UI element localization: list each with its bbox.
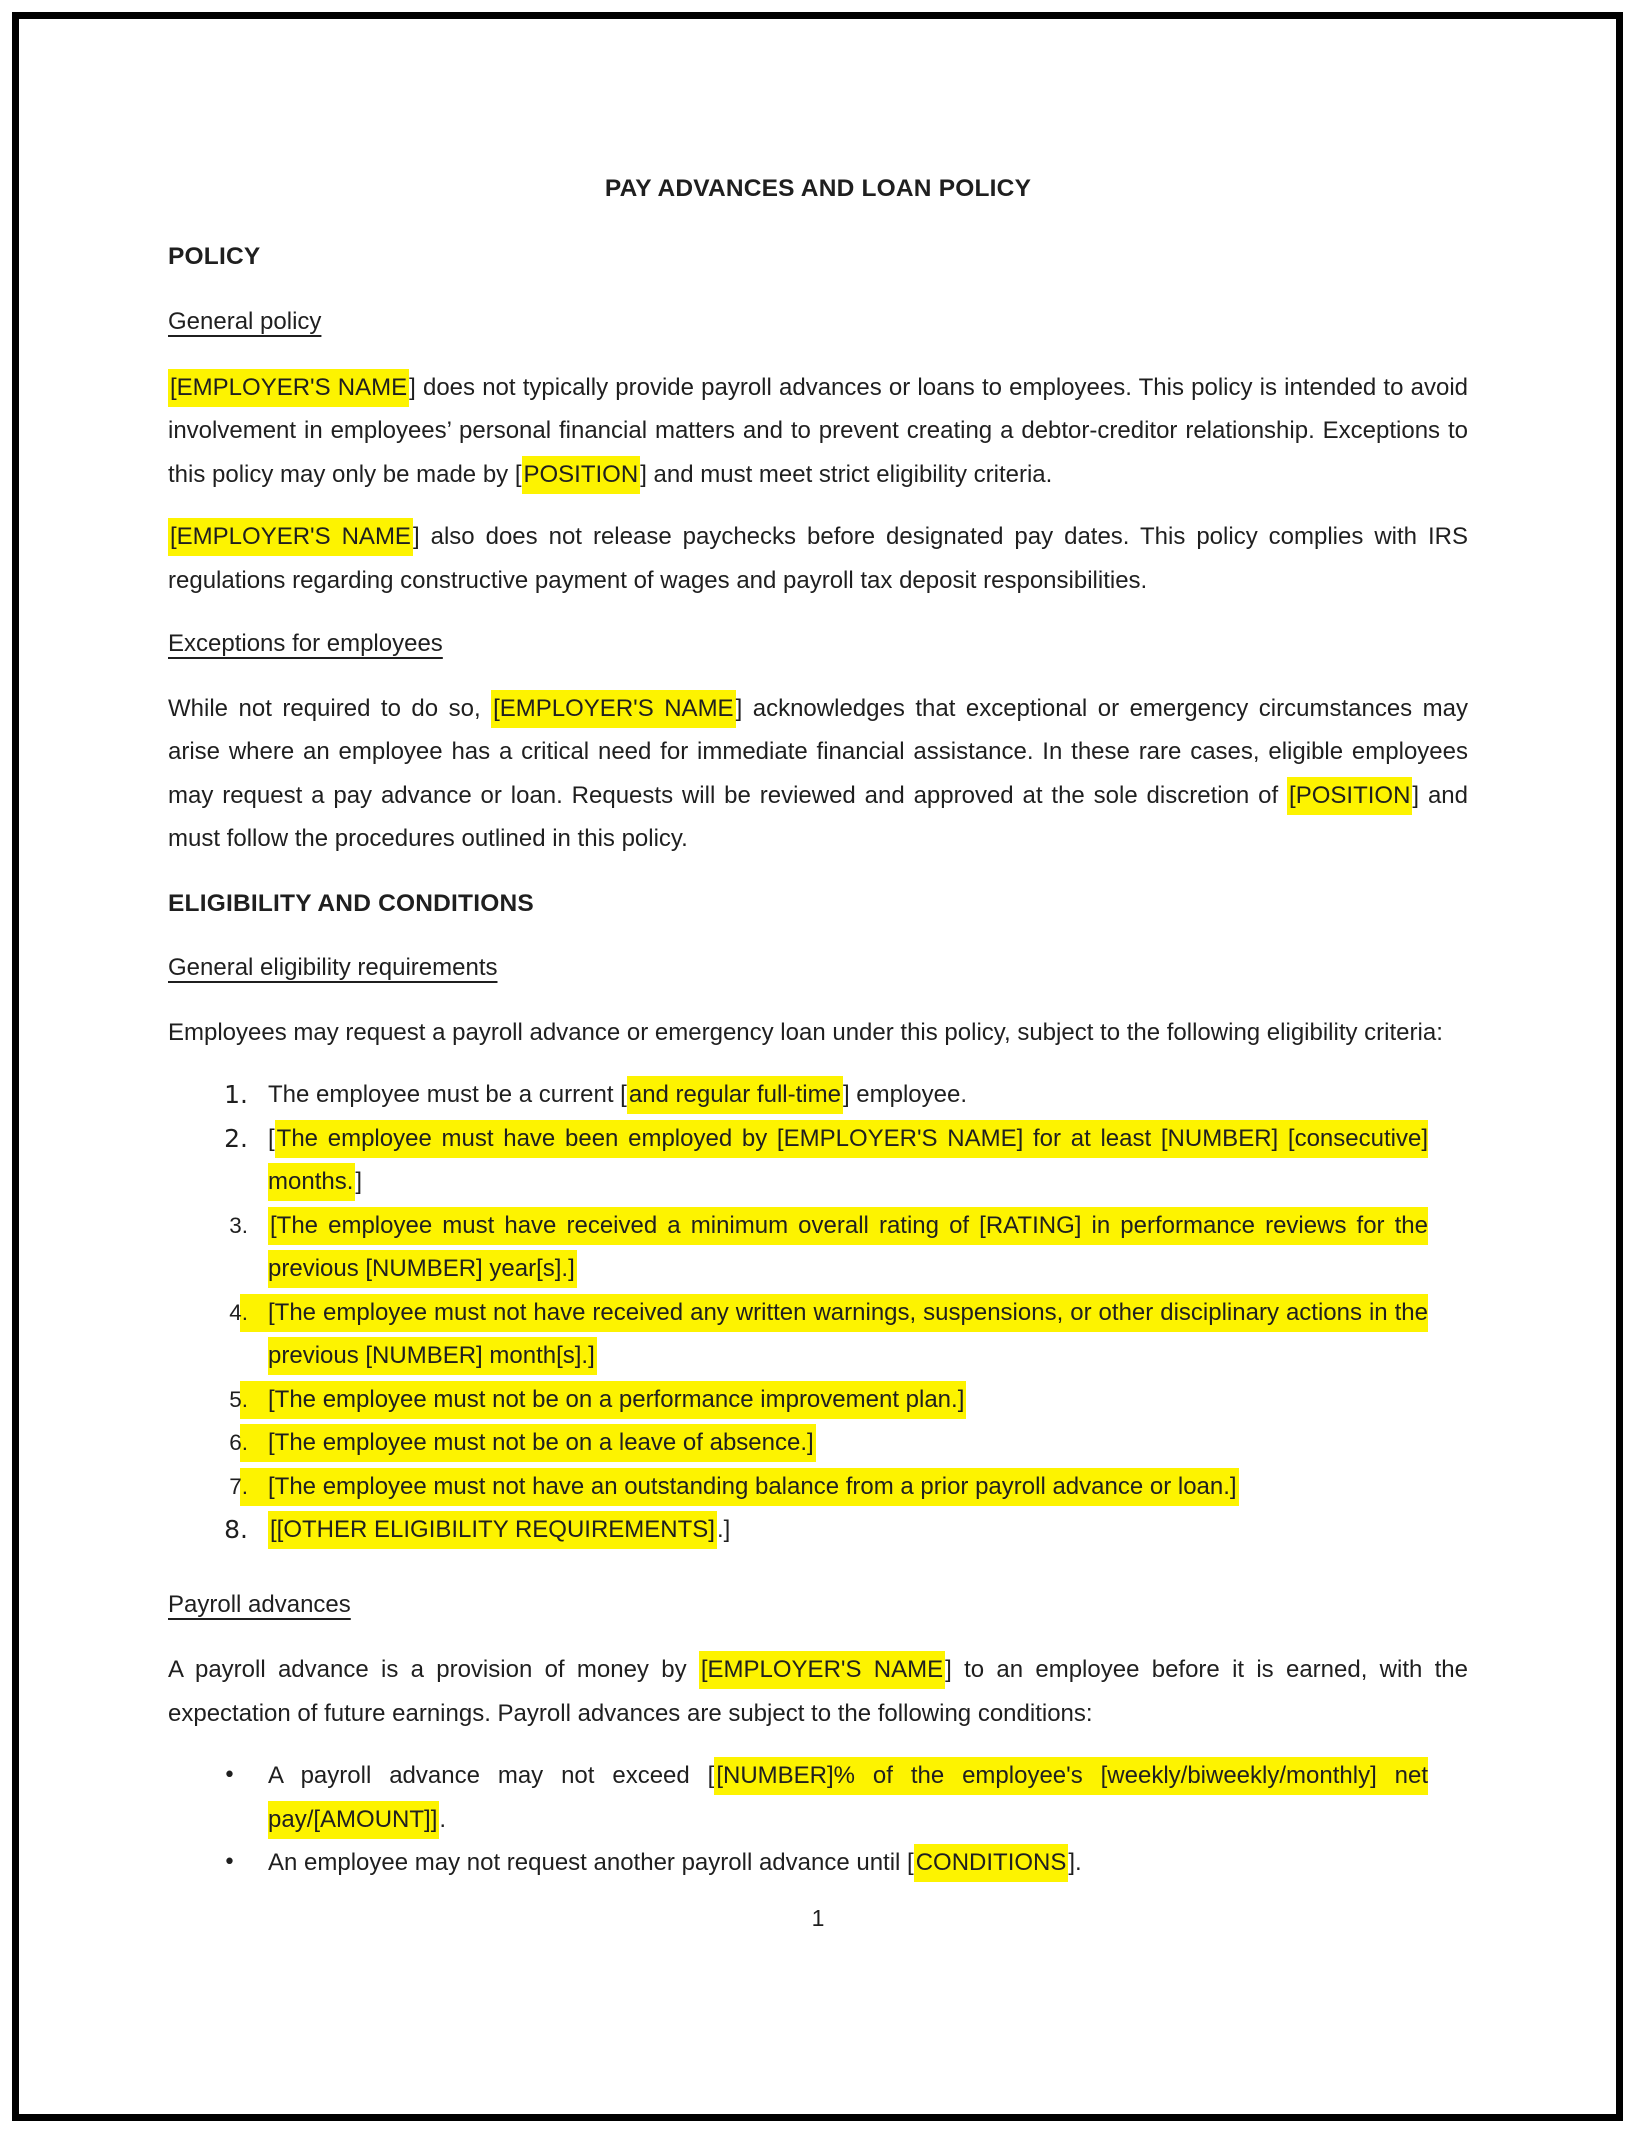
highlighted-run: [[OTHER ELIGIBILITY REQUIREMENTS] [268,1511,717,1549]
text-run: ] and must meet strict eligibility criteria. [640,460,1053,488]
list-item-text [268,1378,1428,1422]
paragraph-payroll-advances [168,1648,1468,1735]
highlighted-run: [The employee must have received a minimum overall rating of [RATING] in performance reviews for the previous [NUMBER] year[s].] [268,1207,1428,1289]
list-item-text [268,1117,1428,1204]
bullet-item-text [268,1754,1428,1841]
bullet-icon: • [223,1763,236,1788]
list-item-7 [168,1465,1468,1509]
list-marker: 2. [224,1123,248,1153]
list-marker: 6. [229,1430,248,1455]
highlighted-run: [The employee must not have received any written warnings, suspensions, or other disciplinary actions in the previous [NUMBER] month[s].] [240,1294,1428,1376]
list-item-5 [168,1378,1468,1422]
list-item-text [268,1508,1428,1552]
heading-general-eligibility: General eligibility requirements [168,954,498,981]
highlighted-run: [EMPLOYER'S NAME [168,369,409,407]
list-item-text [268,1421,1428,1465]
highlighted-run: [EMPLOYER'S NAME [168,518,413,556]
paragraph-general-policy-2 [168,515,1468,602]
highlighted-run: [The employee must not be on a leave of absence.] [240,1424,816,1462]
text-run: ] and must follow the procedures outlined in this policy. [168,781,1468,852]
list-item-6 [168,1421,1468,1465]
text-run: The employee must be a current [ [268,1081,627,1108]
highlighted-run: POSITION [522,456,641,494]
text-run: An employee may not request another payroll advance until [ [268,1849,914,1876]
highlighted-run: [EMPLOYER'S NAME [699,1651,945,1689]
list-item-8 [168,1508,1468,1552]
list-item-1 [168,1073,1468,1117]
bullet-item-text [268,1841,1428,1885]
numbered-list [168,1073,1468,1552]
list-marker: 7. [229,1473,248,1499]
paragraph-general-policy-1 [168,366,1468,497]
text-run: ] [355,1168,363,1195]
list-marker: 4. [229,1299,248,1325]
list-item-2 [168,1117,1468,1204]
list-item-text [268,1291,1428,1378]
highlighted-run: [EMPLOYER'S NAME [491,690,735,728]
heading-exceptions: Exceptions for employees [168,630,443,657]
paragraph-eligibility-intro [168,1011,1468,1055]
list-item-4 [168,1291,1468,1378]
heading-payroll-advances: Payroll advances [168,1590,351,1618]
text-run: A payroll advance is a provision of money by [168,1656,699,1683]
heading-policy: POLICY [168,242,261,270]
highlighted-run: [NUMBER]% of the employee's [weekly/biweekly/monthly] net pay/[AMOUNT]] [268,1757,1428,1839]
text-run: ] also does not release paychecks before designated pay dates. This policy complies with IRS regulations regarding constructive payment of wages and payroll tax deposit responsibilities. [168,523,1468,594]
highlighted-run: The employee must have been employed by [EMPLOYER'S NAME] for at least [NUMBER] [consecutive] months. [268,1120,1428,1202]
list-item-text [268,1465,1428,1509]
list-marker: 5. [229,1386,248,1412]
list-marker: 3. [229,1212,248,1238]
text-run: Employees may request a payroll advance or emergency loan under this policy, subject to the following eligibility criteria: [168,1018,1443,1046]
highlighted-run: [The employee must not be on a performance improvement plan.] [240,1381,966,1419]
text-run: .] [716,1516,731,1543]
text-run: While not required to do so, [168,694,492,722]
text-run: A payroll advance may not exceed [ [268,1762,715,1789]
list-marker: 1. [224,1080,248,1109]
bullet-icon: • [223,1850,236,1875]
text-run: [ [268,1124,275,1152]
text-run: ] does not typically provide payroll advances or loans to employees. This policy is intended to avoid involvement in employees’ personal financial matters and to prevent creating a debtor-creditor relationship. Exceptions to this policy may only be made by [ [168,373,1468,488]
bullet-item-1 [168,1754,1468,1841]
heading-general-policy: General policy [168,308,322,335]
highlighted-run: [POSITION [1287,777,1412,815]
highlighted-run: and regular full-time [627,1076,843,1114]
text-run: ] to an employee before it is earned, with the expectation of future earnings. Payroll advances are subject to the following conditions: [168,1656,1468,1727]
list-item-text [268,1204,1428,1291]
document-title: PAY ADVANCES AND LOAN POLICY [604,175,1032,202]
highlighted-run: [The employee must not have an outstanding balance from a prior payroll advance or loan.] [240,1468,1239,1506]
bullet-item-2 [168,1841,1468,1885]
heading-eligibility: ELIGIBILITY AND CONDITIONS [168,889,534,917]
list-item-3 [168,1204,1468,1291]
bullet-list [168,1754,1468,1885]
paragraph-exceptions [168,687,1468,861]
text-run: . [439,1805,447,1833]
text-run: ] acknowledges that exceptional or emergency circumstances may arise where an employee has a critical need for immediate financial assistance. In these rare cases, eligible employees may request a pay advance or loan. Requests will be reviewed and approved at the sole discretion of [168,694,1469,809]
list-item-text [268,1073,1428,1117]
page-number: 1 [811,1904,825,1931]
text-run: ] employee. [842,1081,968,1108]
list-marker: 8. [224,1515,248,1544]
highlighted-run: CONDITIONS [914,1844,1069,1882]
text-run: ]. [1068,1849,1082,1876]
